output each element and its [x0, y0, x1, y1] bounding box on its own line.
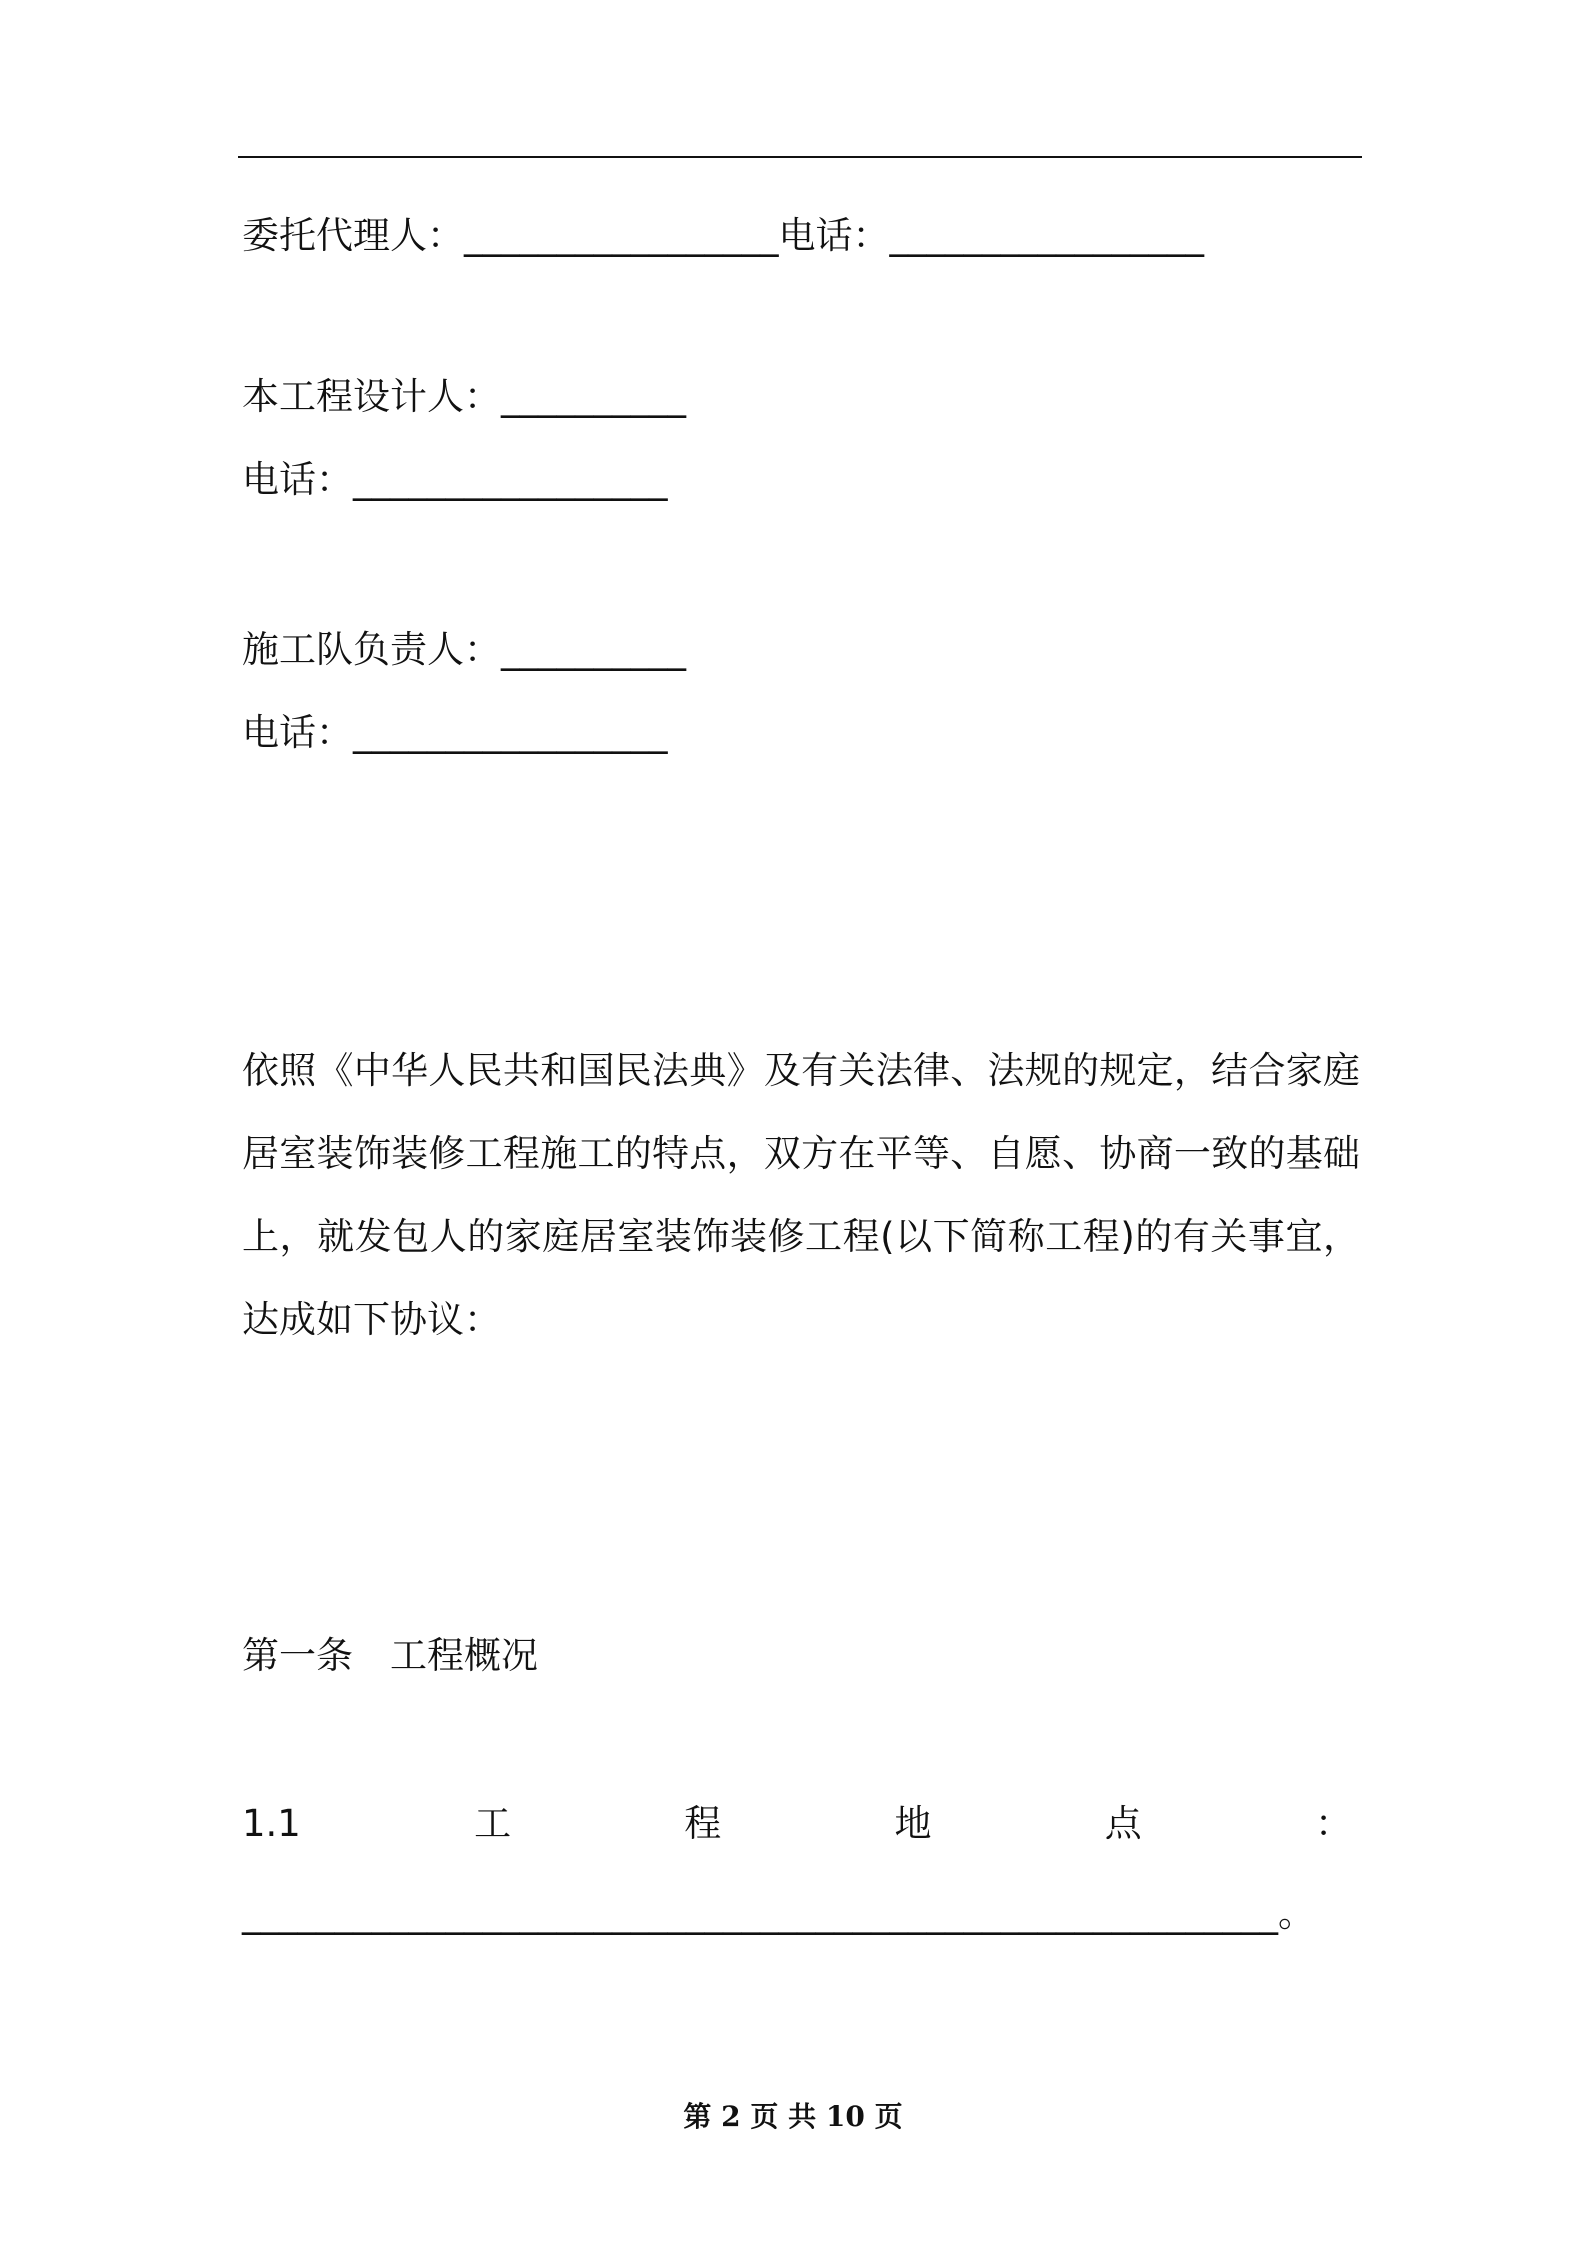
designer-blank: __________: [501, 375, 686, 418]
designer-phone-blank: _________________: [353, 458, 668, 501]
team-lead-phone-line: [242, 709, 668, 757]
article-1-title: 第一条 工程概况: [242, 1634, 538, 1677]
designer-line: [242, 373, 686, 421]
item-1-1-char-3: 地: [894, 1802, 932, 1845]
designer-label: 本工程设计人：: [242, 375, 501, 418]
team-lead-phone-blank: _________________: [353, 711, 668, 754]
preamble-line-1: 依照《中华人民共和国民法典》及有关法律、法规的规定，结合家庭: [242, 1049, 1360, 1092]
preamble-line-3: 上，就发包人的家庭居室装饰装修工程(以下简称工程)的有关事宜，: [242, 1215, 1360, 1258]
preamble-paragraph: [242, 1029, 1360, 1361]
item-1-1-blank: ________________________________________________________: [242, 1892, 1278, 1935]
team-lead-phone-label: 电话：: [242, 711, 353, 754]
agent-phone-label: 电话：: [778, 214, 890, 257]
team-lead-line: [242, 626, 686, 674]
agent-blank: _________________: [464, 214, 779, 257]
designer-phone-label: 电话：: [242, 458, 353, 501]
designer-phone-line: [242, 456, 668, 504]
preamble-line-4: 达成如下协议：: [242, 1298, 501, 1341]
page-footer: 第 2 页 共 10 页: [683, 2100, 903, 2133]
team-lead-label: 施工队负责人：: [242, 628, 501, 671]
item-1-1-number: 1.1: [242, 1802, 301, 1845]
team-lead-blank: __________: [501, 628, 686, 671]
preamble-line-2: 居室装饰装修工程施工的特点，双方在平等、自愿、协商一致的基础: [242, 1132, 1360, 1175]
item-1-1-heading: [242, 1800, 1352, 1848]
agent-phone-blank: _________________: [889, 214, 1204, 257]
item-1-1-char-4: 点: [1104, 1802, 1142, 1845]
agent-label: 委托代理人：: [242, 214, 464, 257]
item-1-1-char-1: 工: [474, 1802, 512, 1845]
item-1-1-end: 。: [1278, 1892, 1315, 1935]
item-1-1-colon: ：: [1314, 1802, 1352, 1845]
header-rule: [238, 156, 1362, 158]
item-1-1-char-2: 程: [684, 1802, 722, 1845]
agent-line: [242, 212, 1204, 260]
item-1-1-fill-line: [242, 1890, 1315, 1938]
